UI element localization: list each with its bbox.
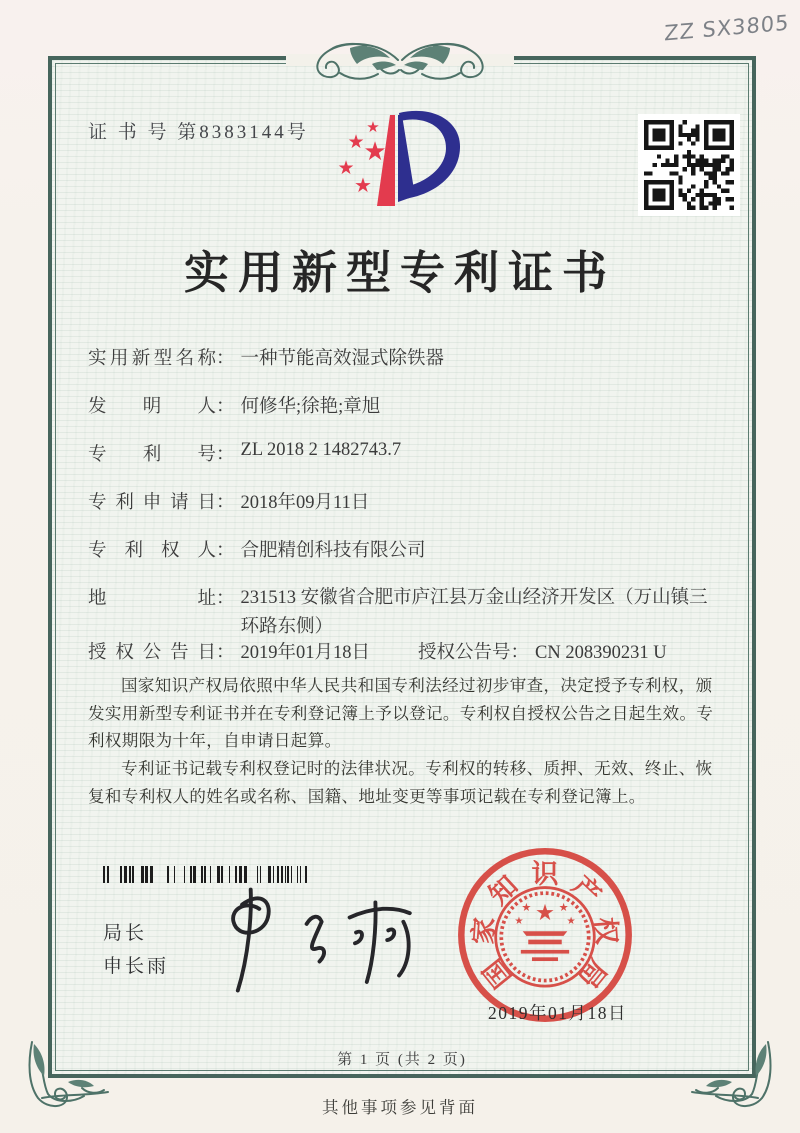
frame-bottom-left-flourish-icon bbox=[22, 1038, 112, 1110]
field-label: 授权公告号 bbox=[418, 643, 511, 663]
svg-text:★: ★ bbox=[514, 915, 524, 927]
field-value: 一种节能高效湿式除铁器 bbox=[240, 349, 445, 369]
svg-text:★: ★ bbox=[534, 900, 556, 927]
frame-top-ornament-icon bbox=[280, 34, 520, 84]
svg-text:识: 识 bbox=[531, 858, 559, 889]
field-label: 授权公告日 bbox=[88, 643, 216, 663]
svg-text:局: 局 bbox=[572, 953, 613, 994]
field-grant-publication-number bbox=[418, 638, 667, 664]
svg-text:知: 知 bbox=[483, 870, 524, 911]
field-colon: ： bbox=[216, 397, 235, 417]
svg-text:权: 权 bbox=[590, 916, 622, 946]
field-value: 合肥精创科技有限公司 bbox=[240, 541, 426, 561]
field-label: 专利申请日 bbox=[88, 493, 216, 513]
field-value: ZL 2018 2 1482743.7 bbox=[240, 440, 402, 460]
svg-text:★: ★ bbox=[354, 173, 372, 197]
svg-text:★: ★ bbox=[337, 157, 355, 179]
field-value: CN 208390231 U bbox=[535, 643, 667, 663]
field-row-grant-date bbox=[88, 638, 667, 664]
svg-text:国: 国 bbox=[477, 953, 518, 994]
certificate-number: 证 书 号 第8383144号 bbox=[88, 122, 309, 143]
field-colon: ： bbox=[216, 643, 235, 663]
national-emblem-icon bbox=[496, 888, 595, 987]
field-label: 专利号 bbox=[88, 445, 216, 465]
legal-paragraph-2: 专利证书记载专利权登记时的法律状况。专利权的转移、质押、无效、终止、恢复和专利权人的姓名或名称、国籍、地址变更等事项记载在专利登记簿上。 bbox=[88, 759, 713, 806]
svg-text:家: 家 bbox=[468, 916, 500, 946]
back-side-note: 其他事项参见背面 bbox=[322, 1098, 478, 1117]
director-name: 申长雨 bbox=[103, 956, 170, 977]
field-colon: ： bbox=[216, 445, 235, 465]
field-row-filing-date bbox=[88, 488, 369, 514]
field-value: 2019年01月18日 bbox=[240, 643, 371, 663]
handwritten-note: ZZ SX3805 bbox=[664, 10, 790, 46]
field-label: 发明人 bbox=[88, 397, 216, 417]
svg-text:★: ★ bbox=[566, 915, 576, 927]
director-title: 局长 bbox=[103, 923, 148, 944]
frame-bottom-right-flourish-icon bbox=[688, 1038, 778, 1110]
field-row-patentee bbox=[88, 536, 426, 562]
field-row-invention-name bbox=[88, 344, 444, 370]
legal-paragraph-1: 国家知识产权局依照中华人民共和国专利法经过初步审查，决定授予专利权，颁发实用新型专利证书并在专利登记簿上予以登记。专利权自授权公告之日起生效。专利权期限为十年，自申请日起算。 bbox=[88, 676, 714, 751]
field-colon: ： bbox=[216, 493, 235, 513]
svg-text:★: ★ bbox=[366, 118, 380, 136]
qr-code bbox=[638, 114, 740, 216]
field-colon: ： bbox=[216, 349, 235, 369]
legal-text bbox=[88, 672, 718, 811]
certificate-title: 实用新型专利证书 bbox=[183, 248, 616, 298]
svg-text:★: ★ bbox=[347, 131, 365, 153]
svg-text:产: 产 bbox=[566, 870, 607, 911]
field-label: 地址 bbox=[88, 589, 216, 609]
field-label: 专利权人 bbox=[88, 541, 216, 561]
seal-date: 2019年01月18日 bbox=[488, 1003, 627, 1023]
field-row-address bbox=[88, 584, 711, 641]
field-row-patent-number bbox=[88, 440, 401, 466]
cnipa-logo-icon bbox=[333, 108, 465, 224]
svg-text:★: ★ bbox=[363, 137, 387, 167]
field-colon: ： bbox=[216, 541, 235, 561]
field-value: 2018年09月11日 bbox=[240, 493, 370, 513]
field-row-inventors bbox=[88, 392, 380, 418]
svg-text:★: ★ bbox=[558, 900, 569, 914]
field-colon: ： bbox=[510, 643, 530, 663]
field-value: 231513 安徽省合肥市庐江县万金山经济开发区（万山镇三环路东侧） bbox=[240, 588, 708, 637]
barcode bbox=[103, 866, 307, 883]
field-value: 何修华;徐艳;章旭 bbox=[240, 397, 381, 417]
svg-text:★: ★ bbox=[521, 900, 532, 914]
director-signature bbox=[212, 882, 427, 997]
field-colon: ： bbox=[216, 589, 235, 609]
page-indicator: 第 1 页 (共 2 页) bbox=[337, 1052, 467, 1068]
field-label: 实用新型名称 bbox=[88, 349, 216, 369]
